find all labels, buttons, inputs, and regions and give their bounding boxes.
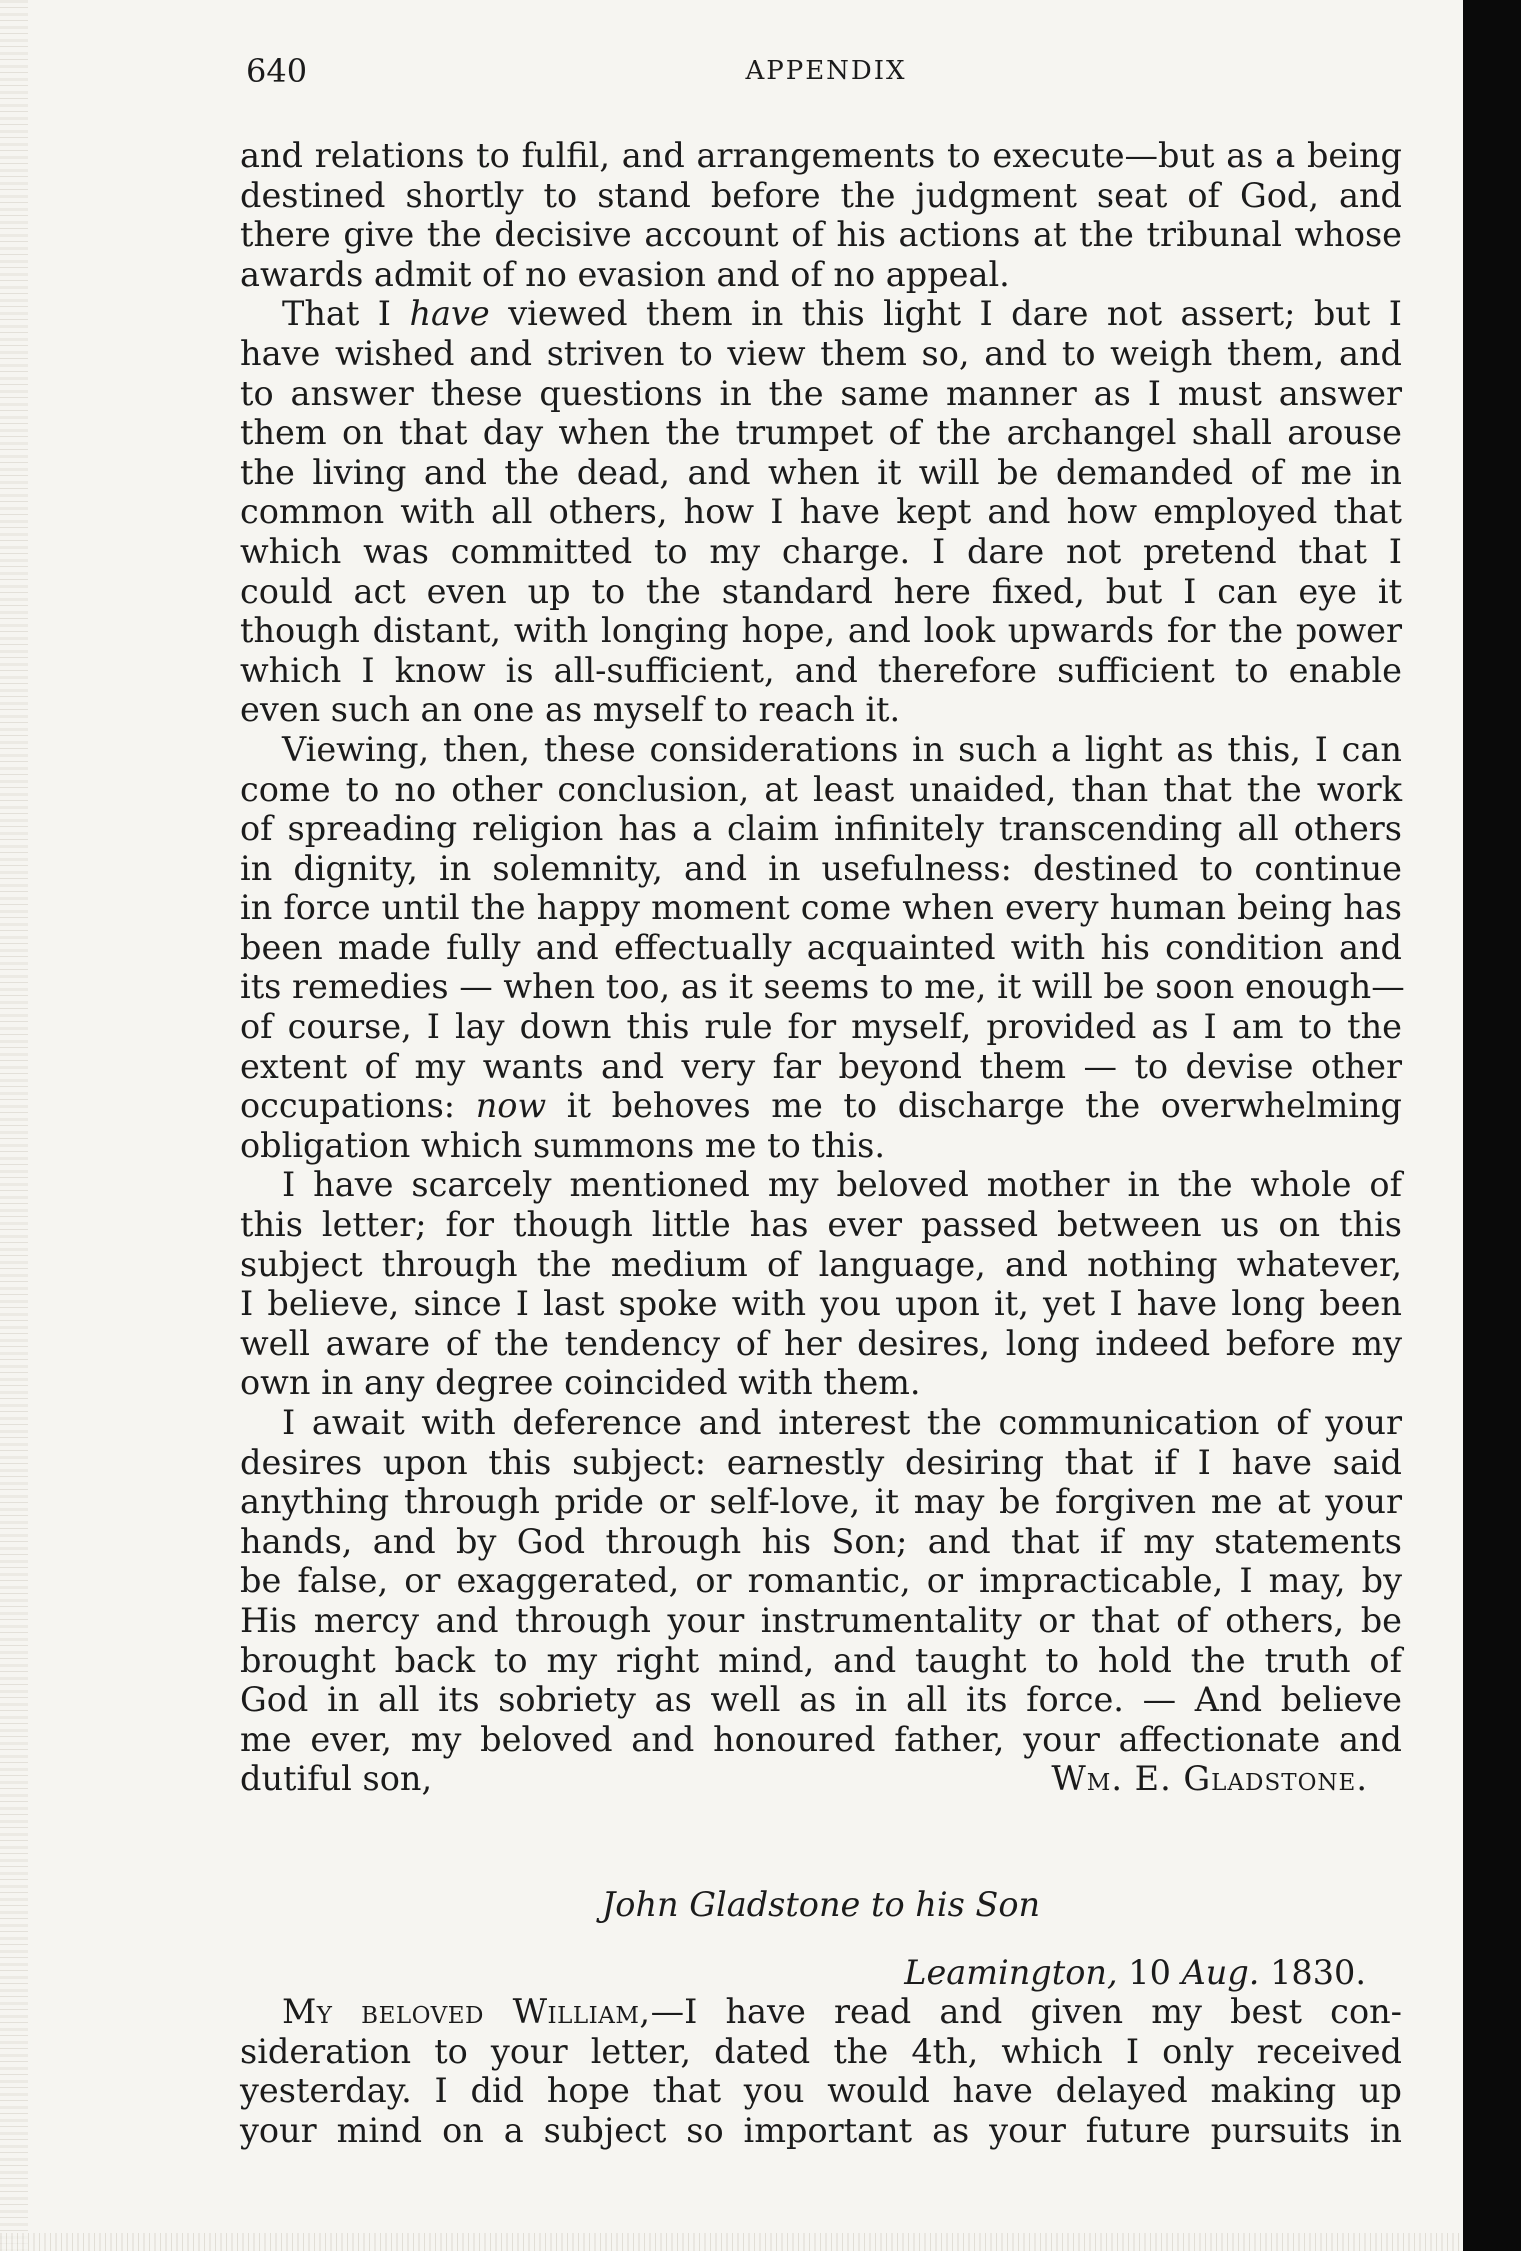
text-line: desires upon this subject: earnestly desiring that if I have said <box>240 1442 1402 1482</box>
paragraph-2 <box>240 294 1402 730</box>
text-line: in dignity, in solemnity, and in usefulness: destined to continue <box>240 848 1402 888</box>
text-line: this letter; for though little has ever passed between us on this <box>240 1205 1402 1245</box>
page-body <box>240 136 1405 2151</box>
text-line: yesterday. I did hope that you would have delayed making up <box>240 2071 1402 2111</box>
emphasis: now <box>475 1086 547 1126</box>
text-line: destined shortly to stand before the judgment seat of God, and <box>240 175 1402 215</box>
page-number: 640 <box>246 52 308 90</box>
scan-left-edge <box>0 0 28 2251</box>
text-line: have wished and striven to view them so, and to weigh them, and <box>240 333 1402 373</box>
text-line: extent of my wants and very far beyond them — to devise other <box>240 1046 1402 1086</box>
text-line: anything through pride or self-love, it may be forgiven me at your <box>240 1482 1402 1522</box>
running-head <box>246 48 1406 94</box>
text-line: subject through the medium of language, and nothing whatever, <box>240 1244 1402 1284</box>
text-line: common with all others, how I have kept and how employed that <box>240 492 1402 532</box>
paragraph-5 <box>240 1403 1402 1799</box>
text-line: in force until the happy moment come when every human being has <box>240 888 1402 928</box>
text-line: I have scarcely mentioned my beloved mother in the whole of <box>282 1165 1402 1205</box>
text-line: which I know is all-sufficient, and therefore sufficient to enable <box>240 650 1402 690</box>
text-line: which was committed to my charge. I dare not pretend that I <box>240 531 1402 571</box>
text-line: its remedies — when too, as it seems to me, it will be soon enough— <box>240 967 1405 1007</box>
heading-gap <box>240 1925 1402 1953</box>
text-line: there give the decisive account of his actions at the tribunal whose <box>240 215 1402 255</box>
text-line: the living and the dead, and when it will be demanded of me in <box>240 452 1402 492</box>
text-line: and relations to fulfil, and arrangements to execute—but as a being <box>240 136 1402 175</box>
text-line: God in all its sobriety as well as in all its force. — And believe <box>240 1680 1402 1720</box>
paragraph-1 <box>240 136 1402 294</box>
text-line: me ever, my beloved and honoured father, your affectionate and <box>240 1719 1402 1759</box>
paragraph-4 <box>240 1165 1402 1403</box>
closing: dutiful son, <box>240 1759 433 1799</box>
dateline: Leamington, 10 Aug. 1830. <box>904 1952 1366 1992</box>
text-line: be false, or exaggerated, or romantic, or impracticable, I may, by <box>240 1561 1402 1601</box>
text-line: to answer these questions in the same manner as I must answer <box>240 373 1402 413</box>
text-line: I await with deference and interest the communication of your <box>282 1403 1402 1442</box>
text-line: could act even up to the standard here fixed, but I can eye it <box>240 571 1402 611</box>
text-line: obligation which summons me to this. <box>240 1125 885 1165</box>
text-line: brought back to my right mind, and taught to hold the truth of <box>240 1640 1402 1680</box>
emphasis: have <box>409 294 490 334</box>
scan-right-edge <box>1463 0 1521 2251</box>
text-line: even such an one as myself to reach it. <box>240 690 901 730</box>
text-line: your mind on a subject so important as your future pursuits in <box>240 2110 1402 2150</box>
section-gap <box>240 1799 1402 1885</box>
text-line: of spreading religion has a claim infinitely transcending all others <box>240 809 1402 849</box>
text-line: well aware of the tendency of her desires, long indeed before my <box>240 1323 1402 1363</box>
text-line: been made fully and effectually acquainted with his condition and <box>240 927 1402 967</box>
salutation: My beloved William, <box>282 1992 651 2032</box>
text-line: Viewing, then, these considerations in such a light as this, I can <box>282 729 1402 769</box>
closing-line <box>240 1759 1402 1799</box>
text-line: I believe, since I last spoke with you upon it, yet I have long been <box>240 1284 1402 1324</box>
text-line: awards admit of no evasion and of no appeal. <box>240 254 1010 294</box>
scan-bottom-edge <box>0 2233 1463 2251</box>
letter-heading: John Gladstone to his Son <box>601 1884 1041 1924</box>
text-line: occupations: now it behoves me to discharge the overwhelming <box>240 1086 1402 1126</box>
text-line: come to no other conclusion, at least unaided, than that the work <box>240 769 1402 809</box>
text-line: That I have viewed them in this light I dare not assert; but I <box>282 294 1403 334</box>
text-line: His mercy and through your instrumentality or that of others, be <box>240 1600 1402 1640</box>
paragraph-3 <box>240 729 1405 1166</box>
text-line: them on that day when the trumpet of the archangel shall arouse <box>240 413 1402 453</box>
signature: Wm. E. Gladstone. <box>1051 1759 1368 1799</box>
running-title: APPENDIX <box>745 56 907 86</box>
text-line: My beloved William,—I have read and given my best con- <box>282 1992 1403 2032</box>
text-line: sideration to your letter, dated the 4th, which I only received <box>240 2031 1402 2071</box>
text-line: though distant, with longing hope, and look upwards for the power <box>240 611 1402 651</box>
text-line: hands, and by God through his Son; and that if my statements <box>240 1521 1402 1561</box>
text-line: of course, I lay down this rule for myself, provided as I am to the <box>240 1007 1402 1047</box>
text-line: own in any degree coincided with them. <box>240 1363 921 1403</box>
